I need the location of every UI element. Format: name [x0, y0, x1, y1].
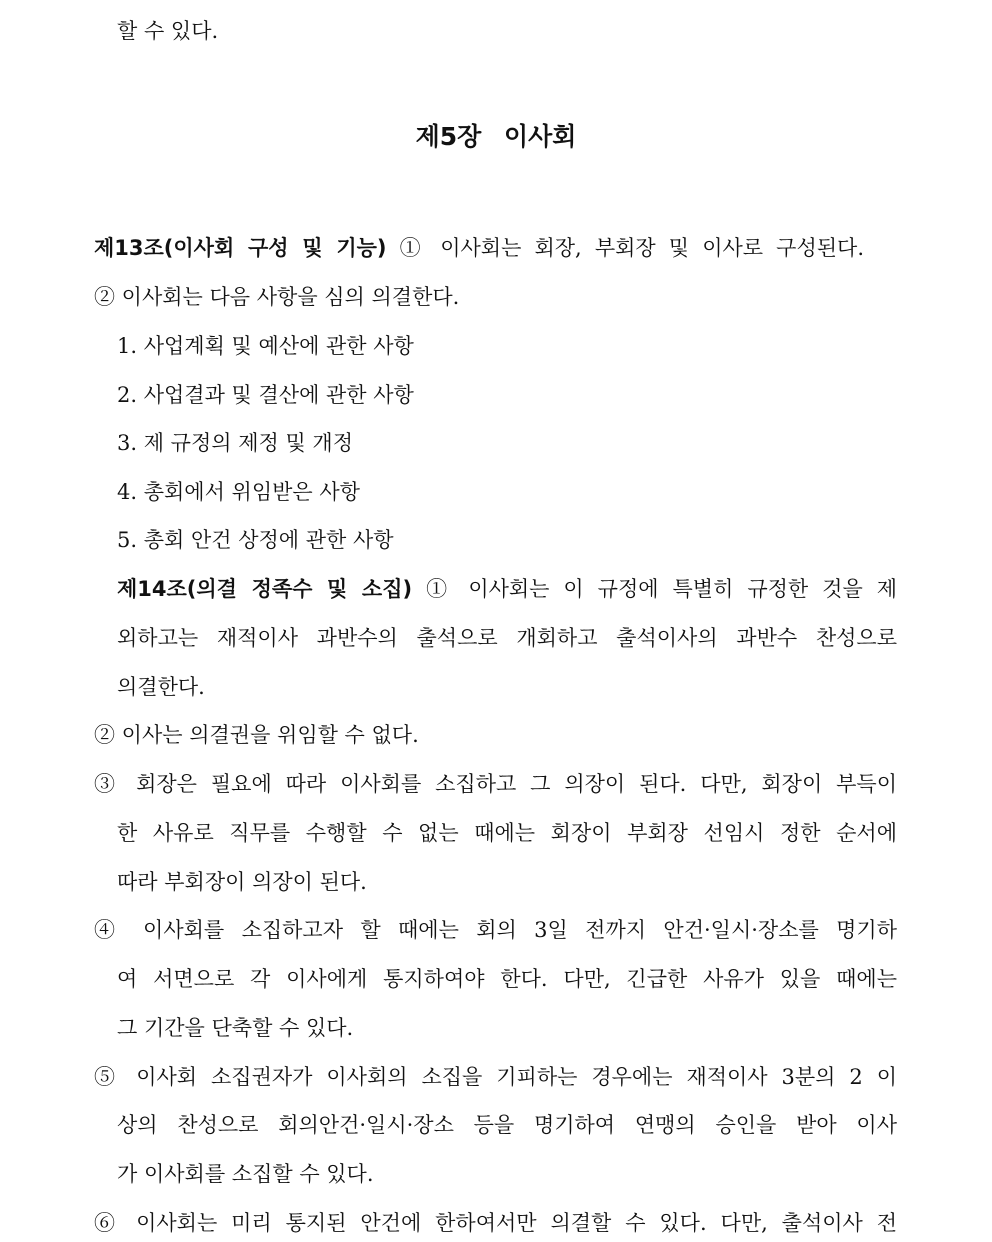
article-14-clause-4-line-1: ④ 이사회를 소집하고자 할 때에는 회의 3일 전까지 안건·일시·장소를 명기하 — [94, 918, 897, 942]
article-14-clause-3-line-2: 한 사유로 직무를 수행할 수 없는 때에는 회장이 부회장 선임시 정한 순서에 — [117, 821, 897, 845]
article-14-clause-1-line-2: 외하고는 재적이사 과반수의 출석으로 개회하고 출석이사의 과반수 찬성으로 — [117, 626, 897, 650]
article-14-clause-4-line-2: 여 서면으로 각 이사에게 통지하여야 한다. 다만, 긴급한 사유가 있을 때에는 — [117, 967, 897, 991]
article-14-clause-4-line-3: 그 기간을 단축할 수 있다. — [117, 1016, 354, 1040]
chapter-title: 제5장 이사회 — [415, 122, 577, 151]
list-item: 3. 제 규정의 제정 및 개정 — [117, 431, 353, 455]
article-14-first-line — [117, 574, 897, 604]
list-item: 1. 사업계획 및 예산에 관한 사항 — [117, 334, 414, 358]
list-item: 5. 총회 안건 상정에 관한 사항 — [117, 528, 394, 552]
article-14-clause-2: ② 이사는 의결권을 위임할 수 없다. — [94, 723, 419, 747]
article-14-clause-1-line-3: 의결한다. — [117, 675, 205, 699]
article-14-clause-5-line-3: 가 이사회를 소집할 수 있다. — [117, 1162, 374, 1186]
list-item: 2. 사업결과 및 결산에 관한 사항 — [117, 383, 414, 407]
article-13-heading: 제13조(이사회 구성 및 기능) — [94, 236, 387, 260]
article-14-clause-5-line-1: ⑤ 이사회 소집권자가 이사회의 소집을 기피하는 경우에는 재적이사 3분의 2 이 — [94, 1065, 897, 1089]
article-13-clause-2: ② 이사회는 다음 사항을 심의 의결한다. — [94, 285, 460, 309]
article-14-clause-1-line-1: ① 이사회는 이 규정에 특별히 규정한 것을 제 — [426, 577, 897, 601]
article-13-first-line — [94, 233, 864, 263]
article-14-clause-3-line-3: 따라 부회장이 의장이 된다. — [117, 870, 367, 894]
article-13-clause-1: ① 이사회는 회장, 부회장 및 이사로 구성된다. — [399, 236, 864, 260]
list-item: 4. 총회에서 위임받은 사항 — [117, 480, 360, 504]
article-14-clause-3-line-1: ③ 회장은 필요에 따라 이사회를 소집하고 그 의장이 된다. 다만, 회장이 부득이 — [94, 772, 897, 796]
continuation-text: 할 수 있다. — [117, 19, 219, 43]
article-14-heading: 제14조(의결 정족수 및 소집) — [117, 577, 413, 601]
article-14-clause-5-line-2: 상의 찬성으로 회의안건·일시·장소 등을 명기하여 연맹의 승인을 받아 이사 — [117, 1113, 897, 1137]
article-14-clause-6-line-1: ⑥ 이사회는 미리 통지된 안건에 한하여서만 의결할 수 있다. 다만, 출석이사 전 — [94, 1211, 897, 1235]
